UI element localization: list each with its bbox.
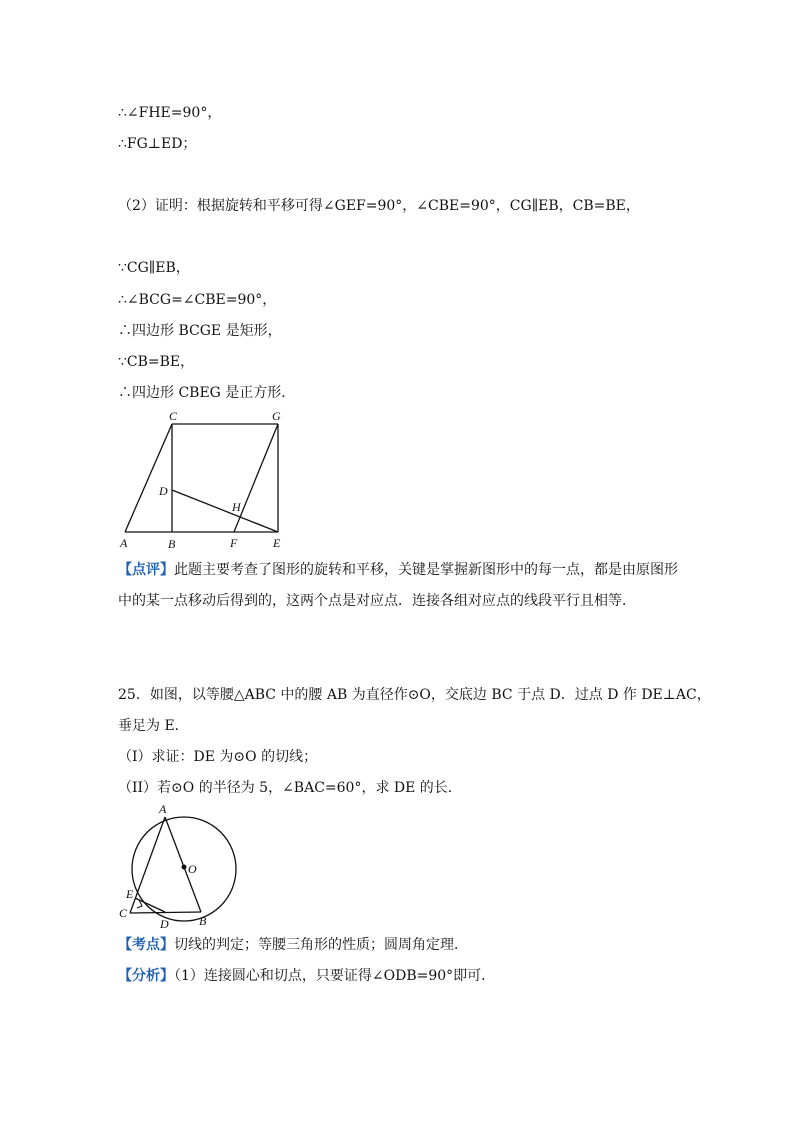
- figure-circle-diagram: [115, 800, 245, 930]
- comment-line-2: 中的某一点移动后得到的，这两个点是对应点．连接各组对应点的线段平行且相等．: [118, 593, 636, 609]
- proof-step-2: ∴∠BCG=∠CBE=90°，: [118, 292, 277, 308]
- label-g: G: [272, 409, 281, 423]
- label-a: A: [159, 802, 167, 816]
- fenxi-tag: 【分析】: [118, 968, 174, 984]
- segment-de: [172, 490, 278, 532]
- proof-line-fhe: ∴∠FHE=90°，: [118, 105, 222, 121]
- comment-line-1: [118, 560, 678, 580]
- proof-part2-intro: （2）证明：根据旋转和平移可得∠GEF=90°，∠CBE=90°，CG∥EB，CB=BE，: [118, 198, 640, 214]
- kaodian-text: 切线的判定；等腰三角形的性质；圆周角定理．: [174, 937, 468, 953]
- label-f: F: [230, 536, 238, 550]
- center-o-dot: [182, 865, 187, 870]
- problem25-line-2: 垂足为 E．: [118, 718, 189, 734]
- comment-text-1: 此题主要考查了图形的旋转和平移，关键是掌握新图形中的每一点，都是由原图形: [174, 562, 678, 578]
- label-o: O: [188, 862, 197, 876]
- comment-tag: 【点评】: [118, 562, 174, 578]
- label-c: C: [119, 906, 128, 920]
- problem25-part-2: （II）若⊙O 的半径为 5，∠BAC=60°，求 DE 的长．: [118, 780, 462, 796]
- fenxi-text: （1）连接圆心和切点，只要证得∠ODB=90°即可．: [174, 968, 496, 984]
- label-d: D: [160, 917, 169, 930]
- segment-cb: [130, 912, 201, 913]
- fenxi-line: [118, 966, 495, 986]
- proof-line-fg-perp: ∴FG⊥ED；: [118, 136, 197, 152]
- problem25-part-1: （I）求证：DE 为⊙O 的切线；: [118, 749, 318, 765]
- label-c: C: [169, 409, 178, 423]
- proof-step-4: ∵CB=BE，: [118, 354, 195, 370]
- label-e: E: [273, 536, 281, 550]
- label-b: B: [199, 914, 207, 928]
- label-a: A: [120, 536, 128, 550]
- figure-square-diagram: [115, 406, 295, 552]
- segment-fg: [234, 424, 278, 532]
- segment-ac: [125, 424, 172, 532]
- proof-step-3: ∴四边形 BCGE 是矩形，: [118, 323, 282, 339]
- kaodian-tag: 【考点】: [118, 937, 174, 953]
- problem25-line-1: 25．如图，以等腰△ABC 中的腰 AB 为直径作⊙O，交底边 BC 于点 D．过点 D 作 DE⊥AC，: [118, 687, 711, 703]
- label-d: D: [159, 484, 168, 498]
- label-e: E: [126, 887, 134, 901]
- proof-step-5: ∴四边形 CBEG 是正方形．: [118, 385, 296, 401]
- kaodian-line: [118, 935, 468, 955]
- label-h: H: [232, 500, 241, 514]
- proof-step-1: ∵CG∥EB，: [118, 260, 190, 276]
- label-b: B: [168, 537, 176, 551]
